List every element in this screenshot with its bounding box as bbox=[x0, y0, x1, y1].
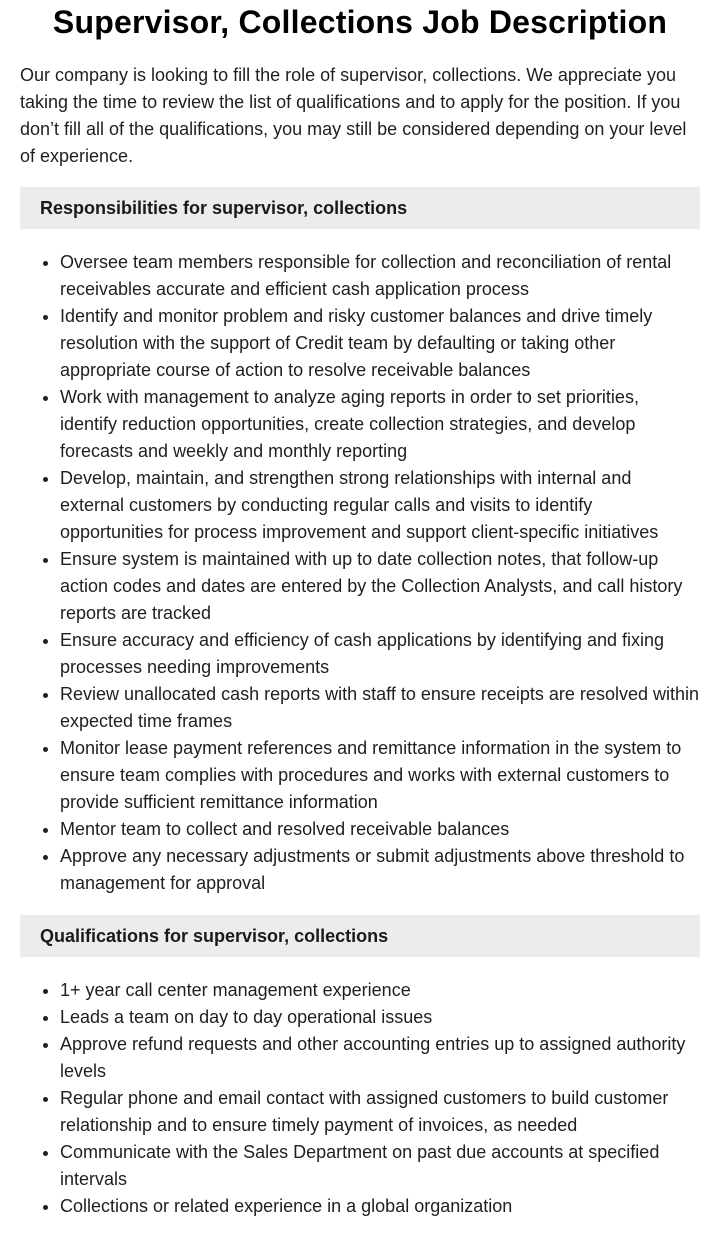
responsibilities-heading: Responsibilities for supervisor, collections bbox=[20, 187, 700, 229]
list-item: • Mentor team to collect and resolved receivable balances bbox=[60, 816, 700, 843]
list-item: • Regular phone and email contact with assigned customers to build customer relationship and to ensure timely payment of invoices, as needed bbox=[60, 1085, 700, 1139]
list-item: • 1+ year call center management experience bbox=[60, 977, 700, 1004]
list-item: • Oversee team members responsible for collection and reconciliation of rental receivables accurate and efficient cash application process bbox=[60, 249, 700, 303]
list-item: • Communicate with the Sales Department on past due accounts at specified intervals bbox=[60, 1139, 700, 1193]
qualifications-heading: Qualifications for supervisor, collections bbox=[20, 915, 700, 957]
responsibilities-list bbox=[20, 249, 700, 897]
page-title: Supervisor, Collections Job Description bbox=[52, 4, 668, 40]
list-item: • Approve any necessary adjustments or submit adjustments above threshold to management for approval bbox=[60, 843, 700, 897]
list-item: • Develop, maintain, and strengthen strong relationships with internal and external customers by conducting regular calls and visits to identify opportunities for process improvement and support client-specific initiatives bbox=[60, 465, 700, 546]
list-item: • Ensure system is maintained with up to date collection notes, that follow-up action codes and dates are entered by the Collection Analysts, and call history reports are tracked bbox=[60, 546, 700, 627]
qualifications-list bbox=[20, 977, 700, 1220]
intro-paragraph: Our company is looking to fill the role of supervisor, collections. We appreciate you taking the time to review the list of qualifications and to apply for the position. If you don’t fill all of the qualifications, you may still be considered depending on your level of experience. bbox=[20, 65, 687, 166]
list-item: • Leads a team on day to day operational issues bbox=[60, 1004, 700, 1031]
list-item: • Identify and monitor problem and risky customer balances and drive timely resolution with the support of Credit team by defaulting or taking other appropriate course of action to resolve receivable balances bbox=[60, 303, 700, 384]
list-item: • Monitor lease payment references and remittance information in the system to ensure team complies with procedures and works with external customers to provide sufficient remittance information bbox=[60, 735, 700, 816]
list-item: • Work with management to analyze aging reports in order to set priorities, identify reduction opportunities, create collection strategies, and develop forecasts and weekly and monthly reporting bbox=[60, 384, 700, 465]
list-item: • Ensure accuracy and efficiency of cash applications by identifying and fixing processes needing improvements bbox=[60, 627, 700, 681]
list-item: • Collections or related experience in a global organization bbox=[60, 1193, 700, 1220]
list-item: • Review unallocated cash reports with staff to ensure receipts are resolved within expected time frames bbox=[60, 681, 700, 735]
list-item: • Approve refund requests and other accounting entries up to assigned authority levels bbox=[60, 1031, 700, 1085]
